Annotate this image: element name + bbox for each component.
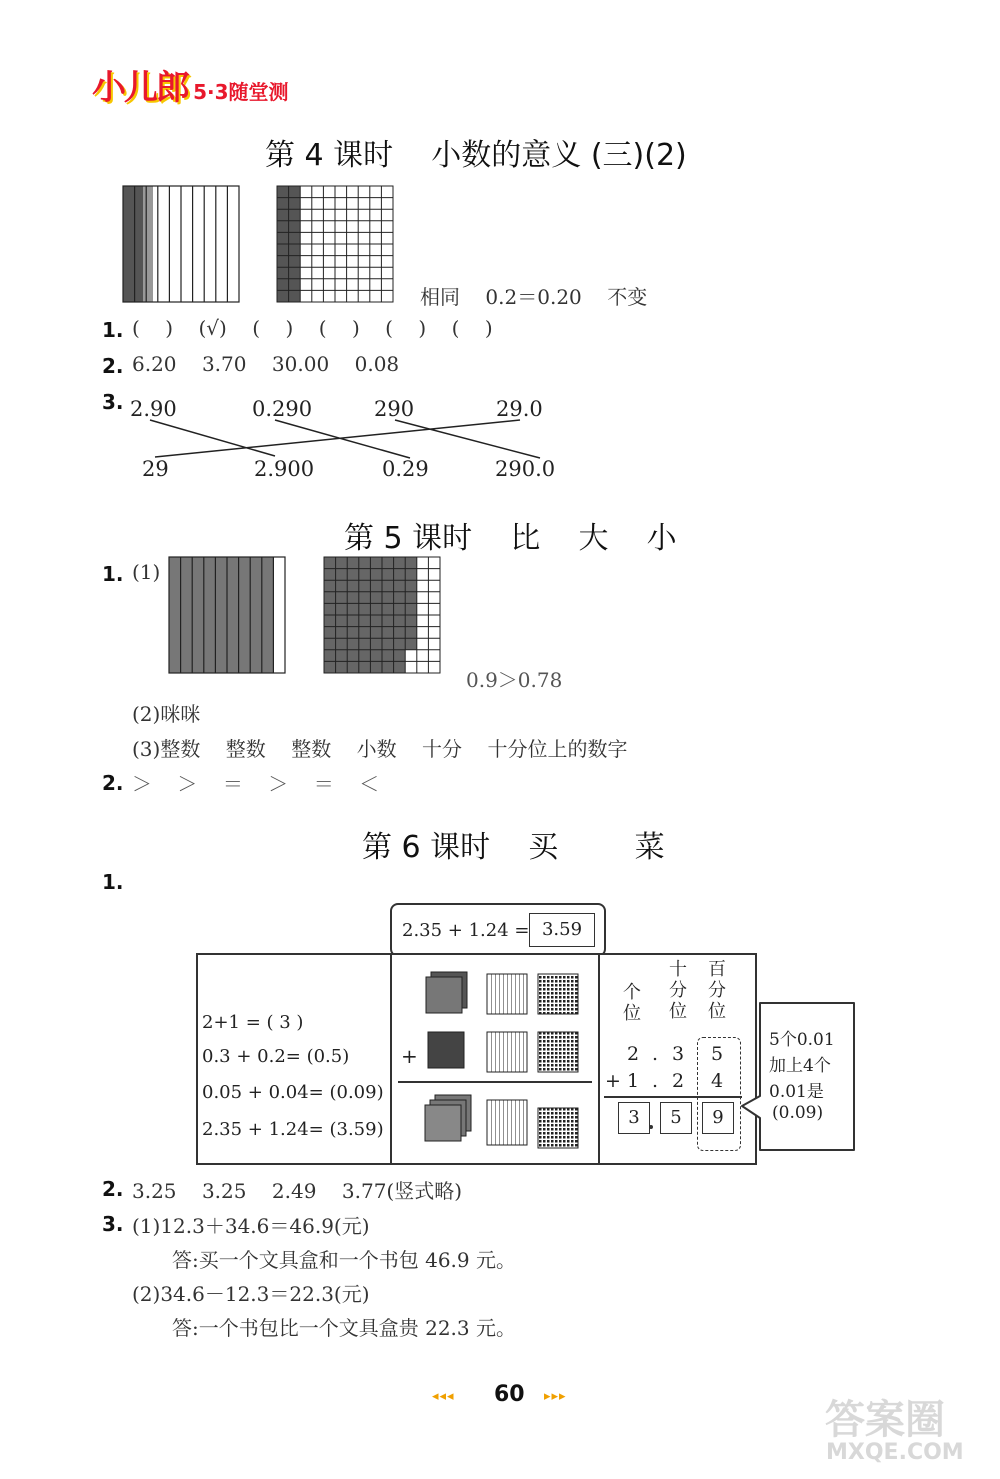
lesson4-q1-number: 1. [102, 318, 124, 342]
top-equation-box [390, 903, 606, 957]
v-r2-ones: 1 [627, 1070, 640, 1092]
match-bottom-2: 2.900 [254, 457, 315, 481]
match-bottom-4: 290.0 [495, 457, 556, 481]
lesson6-q3-answer1: 答:买一个文具盒和一个书包 46.9 元。 [172, 1248, 516, 1272]
matching-lines [0, 0, 1000, 520]
v-r1-tenths: 3 [672, 1043, 685, 1065]
v-r2-tenths: 2 [672, 1070, 685, 1092]
row1-blocks [426, 972, 578, 1014]
lesson6-q1-number: 1. [102, 870, 124, 894]
plus-sign: + [401, 1044, 418, 1068]
bubble-line-2: 加上4个 [769, 1056, 831, 1076]
result-decimal-point [649, 1125, 653, 1129]
hundredths-shaded-figure [323, 556, 443, 676]
v-r2-hundredths: 4 [711, 1070, 724, 1092]
lesson4-q2-number: 2. [102, 354, 124, 378]
series-name: 5·3随堂测 [193, 80, 289, 104]
brand-name: 小儿郎 [92, 68, 188, 108]
match-bottom-3: 0.29 [382, 457, 429, 481]
lesson4-q2-answers: 6.20 3.70 30.00 0.08 [132, 352, 400, 376]
eq-1: 2+1 = ( 3 ) [202, 1012, 304, 1033]
lesson5-title: 第 5 课时 比 大 小 [344, 521, 677, 556]
watermark-url: MXQE.COM [826, 1440, 964, 1465]
v-r1-ones: 2 [627, 1043, 640, 1065]
match-top-1: 2.90 [130, 397, 177, 421]
eq-3: 0.05 + 0.04= (0.09) [202, 1082, 384, 1103]
lesson6-q3-part2: (2)34.6－12.3＝22.3(元) [132, 1282, 370, 1306]
lesson6-q2-answers: 3.25 3.25 2.49 3.77(竖式略) [132, 1179, 463, 1203]
header-tenths: 十分位 [669, 959, 687, 1022]
next-arrows-icon: ▸▸▸ [544, 1389, 567, 1404]
match-bottom-1: 29 [142, 457, 169, 481]
page-number: 60 [494, 1382, 525, 1407]
tenths-shaded-figure [168, 556, 288, 676]
lesson5-q1-number: 1. [102, 562, 124, 586]
row2-blocks [428, 1032, 578, 1072]
lesson5-q1-part1: (1) [132, 560, 161, 584]
lesson5-q2-answers: ＞ ＞ ＝ ＞ ＝ ＜ [132, 772, 380, 796]
v-r2-dot: . [652, 1070, 659, 1092]
v-r1-hundredths: 5 [711, 1043, 724, 1065]
lesson6-q2-number: 2. [102, 1177, 124, 1201]
lesson4-q1-answers: ( ) (√) ( ) ( ) ( ) ( ) [132, 316, 493, 340]
lesson6-q3-number: 3. [102, 1212, 124, 1236]
v-result-tenths: 5 [660, 1102, 692, 1134]
prev-arrows-icon: ◂◂◂ [432, 1389, 455, 1404]
lesson5-q2-number: 2. [102, 771, 124, 795]
match-top-3: 290 [374, 397, 415, 421]
header-hundredths: 百分位 [708, 959, 726, 1022]
top-equation: 2.35 + 1.24 = [402, 920, 530, 941]
base-ten-blocks [395, 960, 595, 1158]
lesson4-title: 第 4 课时 小数的意义 (三)(2) [265, 138, 687, 173]
eq-4: 2.35 + 1.24= (3.59) [202, 1119, 384, 1140]
lesson5-q1-part2: (2)咪咪 [132, 702, 201, 726]
v-result-ones: 3 [618, 1102, 650, 1134]
lesson4-q3-number: 3. [102, 390, 124, 414]
row3-blocks [425, 1095, 578, 1148]
sum-line [604, 1096, 742, 1098]
lesson6-title: 第 6 课时 买 菜 [362, 830, 665, 865]
compare-answer: 0.9＞0.78 [466, 668, 563, 692]
watermark-logo: 答案圈 [825, 1397, 945, 1443]
eq-2: 0.3 + 0.2= (0.5) [202, 1046, 350, 1067]
lesson6-q3-answer2: 答:一个书包比一个文具盒贵 22.3 元。 [172, 1316, 516, 1340]
v-r1-dot: . [652, 1043, 659, 1065]
bubble-line-4: (0.09) [772, 1103, 824, 1123]
lesson4-fill-text: 相同 0.2＝0.20 不变 [420, 285, 648, 309]
v-r2-sign: + [605, 1070, 621, 1092]
lesson5-q1-part3: (3)整数 整数 整数 小数 十分 十分位上的数字 [132, 737, 628, 761]
header-ones: 个位 [623, 982, 641, 1024]
match-top-4: 29.0 [496, 397, 543, 421]
bubble-line-3: 0.01是 [769, 1082, 824, 1102]
v-result-hundredths: 9 [702, 1102, 734, 1134]
match-top-2: 0.290 [252, 397, 313, 421]
bubble-line-1: 5个0.01 [769, 1030, 835, 1050]
top-equation-answer: 3.59 [529, 913, 595, 947]
lesson6-q3-part1: (1)12.3＋34.6＝46.9(元) [132, 1214, 370, 1238]
